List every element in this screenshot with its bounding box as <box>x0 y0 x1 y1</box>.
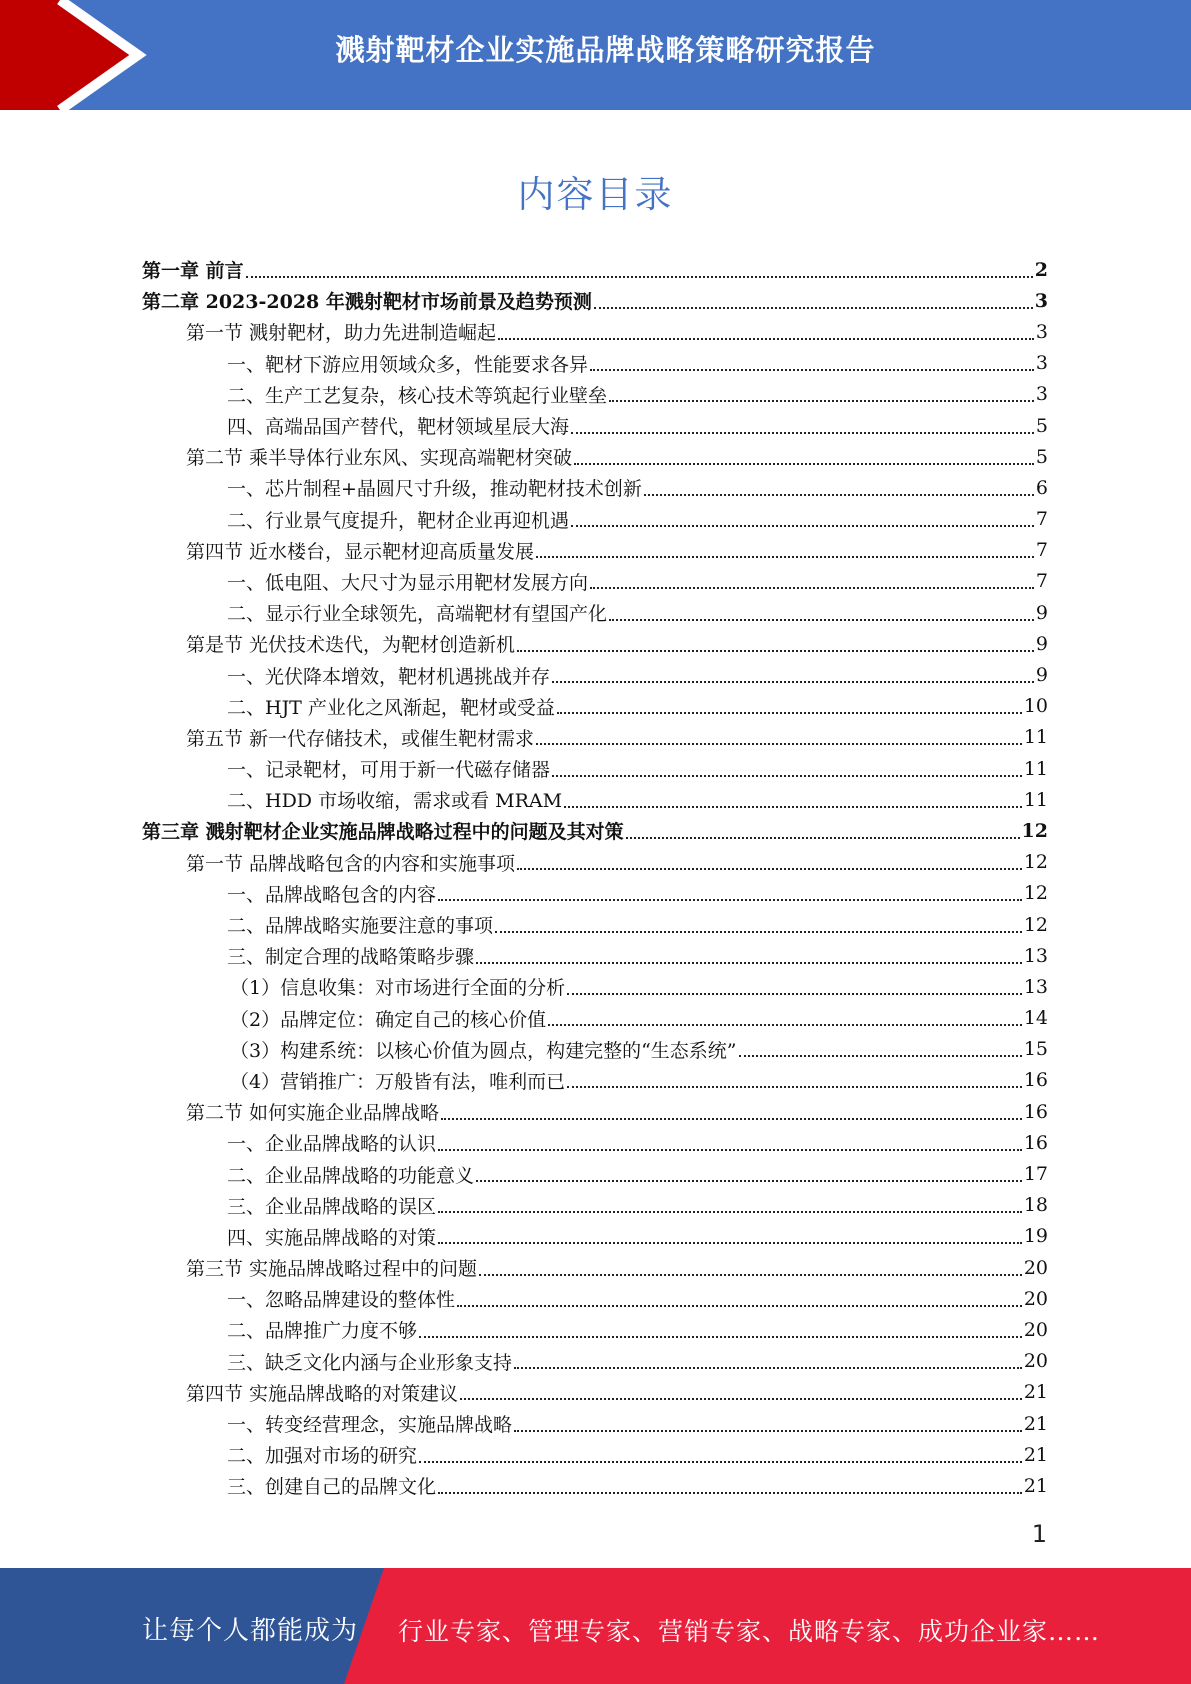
toc-entry-page: 3 <box>1035 383 1048 406</box>
dot-leader <box>438 899 1022 901</box>
toc-entry-title: 第一节 溅射靶材，助力先进制造崛起 <box>186 322 497 345</box>
toc-entry-page: 12 <box>1023 882 1048 905</box>
toc-entry[interactable] <box>142 1439 1048 1470</box>
toc-entry-title: 二、品牌战略实施要注意的事项 <box>227 915 494 938</box>
toc-entry[interactable] <box>142 1377 1048 1408</box>
toc-entry-title: 一、靶材下游应用领域众多，性能要求各异 <box>227 353 589 376</box>
dot-leader <box>548 1024 1022 1026</box>
toc-entry-page: 15 <box>1023 1038 1048 1061</box>
toc-entry[interactable] <box>142 1252 1048 1283</box>
toc-entry-page: 9 <box>1035 601 1048 624</box>
footer-banner <box>0 1568 1191 1684</box>
toc-entry[interactable] <box>142 1346 1048 1377</box>
toc-entry-title: 第四节 实施品牌战略的对策建议 <box>186 1382 459 1405</box>
toc-entry-title: 二、HJT 产业化之风渐起，靶材或受益 <box>227 696 555 719</box>
toc-entry-title: 第一章 前言 <box>142 260 244 283</box>
toc-entry-title: 三、创建自己的品牌文化 <box>227 1476 437 1499</box>
dot-leader <box>571 432 1034 434</box>
toc-entry-page: 13 <box>1023 975 1048 998</box>
toc-entry-page: 20 <box>1023 1350 1048 1373</box>
toc-entry-title: 第一节 品牌战略包含的内容和实施事项 <box>186 852 516 875</box>
toc-entry[interactable] <box>142 348 1048 379</box>
toc-entry-title: 二、显示行业全球领先，高端靶材有望国产化 <box>227 603 608 626</box>
dot-leader <box>517 868 1022 870</box>
toc-entry-page: 9 <box>1035 664 1048 687</box>
toc-entry-page: 11 <box>1023 757 1048 780</box>
toc-entry-page: 3 <box>1035 320 1048 343</box>
toc-entry[interactable] <box>142 504 1048 535</box>
toc-entry-page: 9 <box>1035 632 1048 655</box>
toc-entry[interactable] <box>142 566 1048 597</box>
dot-leader <box>460 1398 1022 1400</box>
toc-entry-title: 四、高端品国产替代，靶材领域星辰大海 <box>227 416 570 439</box>
toc-entry-page: 12 <box>1023 851 1048 874</box>
dot-leader <box>644 494 1034 496</box>
toc-entry-page: 18 <box>1023 1194 1048 1217</box>
toc-entry-title: （1）信息收集：对市场进行全面的分析 <box>230 977 566 1000</box>
toc-entry-page: 7 <box>1035 508 1048 531</box>
toc-entry-title: 一、品牌战略包含的内容 <box>227 883 437 906</box>
dot-leader <box>567 993 1022 995</box>
dot-leader <box>571 525 1034 527</box>
toc-entry-page: 5 <box>1035 445 1048 468</box>
toc-entry-page: 13 <box>1023 944 1048 967</box>
toc-entry[interactable] <box>142 1221 1048 1252</box>
toc-entry-page: 6 <box>1035 476 1048 499</box>
toc-entry[interactable] <box>142 691 1048 722</box>
toc-entry[interactable] <box>142 847 1048 878</box>
toc-entry-page: 3 <box>1035 352 1048 375</box>
page-number: 1 <box>1031 1520 1047 1548</box>
toc-entry[interactable] <box>142 1190 1048 1221</box>
toc-entry-page: 20 <box>1023 1256 1048 1279</box>
toc-entry[interactable] <box>142 940 1048 971</box>
toc-entry[interactable] <box>142 722 1048 753</box>
toc-entry-title: 四、实施品牌战略的对策 <box>227 1226 437 1249</box>
toc-entry[interactable] <box>142 410 1048 441</box>
toc-entry-title: 一、芯片制程+晶圆尺寸升级，推动靶材技术创新 <box>227 478 642 501</box>
toc-entry-page: 14 <box>1023 1007 1048 1030</box>
toc-entry[interactable] <box>142 909 1048 940</box>
dot-leader <box>552 681 1034 683</box>
toc-entry-page: 11 <box>1023 788 1048 811</box>
toc-entry-title: 第二节 如何实施企业品牌战略 <box>186 1102 440 1125</box>
toc-entry-title: 一、低电阻、大尺寸为显示用靶材发展方向 <box>227 571 589 594</box>
toc-entry-title: 第三章 溅射靶材企业实施品牌战略过程中的问题及其对策 <box>142 821 624 844</box>
dot-leader <box>476 1180 1022 1182</box>
toc-entry[interactable] <box>142 1158 1048 1189</box>
dot-leader <box>574 463 1034 465</box>
toc-entry-title: 一、光伏降本增效，靶材机遇挑战并存 <box>227 665 551 688</box>
toc-entry-page: 20 <box>1023 1318 1048 1341</box>
toc-entry-page: 21 <box>1023 1474 1048 1497</box>
footer-slogan-right: 行业专家、管理专家、营销专家、战略专家、成功企业家…… <box>398 1617 1101 1646</box>
toc-entry-title: 二、行业景气度提升，靶材企业再迎机遇 <box>227 509 570 532</box>
toc-entry[interactable] <box>142 971 1048 1002</box>
dot-leader <box>594 307 1033 309</box>
toc-entry[interactable] <box>142 1314 1048 1345</box>
toc-entry-title: 第五节 新一代存储技术，或催生靶材需求 <box>186 727 535 750</box>
dot-leader <box>609 400 1034 402</box>
toc-entry-page: 16 <box>1023 1131 1048 1154</box>
table-of-contents <box>142 254 1048 1502</box>
dot-leader <box>419 1461 1022 1463</box>
dot-leader <box>246 276 1033 278</box>
toc-entry[interactable] <box>142 316 1048 347</box>
dot-leader <box>495 931 1022 933</box>
toc-entry-title: 第是节 光伏技术迭代，为靶材创造新机 <box>186 634 516 657</box>
toc-entry-title: 一、忽略品牌建设的整体性 <box>227 1289 456 1312</box>
toc-entry-title: （3）构建系统：以核心价值为圆点，构建完整的“生态系统” <box>230 1039 737 1062</box>
toc-entry[interactable] <box>142 878 1048 909</box>
toc-entry-page: 19 <box>1023 1225 1048 1248</box>
toc-entry-title: 三、制定合理的战略策略步骤 <box>227 946 475 969</box>
toc-entry[interactable] <box>142 659 1048 690</box>
toc-entry-page: 2 <box>1034 258 1048 281</box>
dot-leader <box>498 338 1034 340</box>
toc-entry[interactable] <box>142 753 1048 784</box>
dot-leader <box>517 650 1034 652</box>
dot-leader <box>441 1118 1022 1120</box>
toc-entry-page: 7 <box>1035 570 1048 593</box>
toc-entry[interactable] <box>142 472 1048 503</box>
toc-entry-title: （4）营销推广：万般皆有法，唯利而已 <box>230 1070 566 1093</box>
dot-leader <box>438 1492 1022 1494</box>
toc-entry-page: 21 <box>1023 1381 1048 1404</box>
toc-entry[interactable] <box>142 815 1048 846</box>
toc-entry-page: 12 <box>1023 913 1048 936</box>
toc-entry[interactable] <box>142 1003 1048 1034</box>
dot-leader <box>609 619 1034 621</box>
dot-leader <box>536 556 1034 558</box>
toc-entry[interactable] <box>142 1034 1048 1065</box>
toc-entry-title: 二、加强对市场的研究 <box>227 1445 418 1468</box>
toc-entry-page: 21 <box>1023 1443 1048 1466</box>
toc-entry[interactable] <box>142 1408 1048 1439</box>
toc-entry-title: 二、生产工艺复杂，核心技术等筑起行业壁垒 <box>227 384 608 407</box>
dot-leader <box>536 743 1022 745</box>
toc-entry-title: 三、缺乏文化内涵与企业形象支持 <box>227 1351 513 1374</box>
toc-entry-title: 第二节 乘半导体行业东风、实现高端靶材突破 <box>186 447 573 470</box>
dot-leader <box>476 962 1022 964</box>
dot-leader <box>552 775 1022 777</box>
toc-entry-page: 21 <box>1023 1412 1048 1435</box>
toc-entry[interactable] <box>142 1283 1048 1314</box>
toc-entry-title: 一、企业品牌战略的认识 <box>227 1133 437 1156</box>
toc-entry[interactable] <box>142 441 1048 472</box>
dot-leader <box>438 1149 1022 1151</box>
toc-entry[interactable] <box>142 1127 1048 1158</box>
dot-leader <box>567 1086 1022 1088</box>
report-title: 溅射靶材企业实施品牌战略策略研究报告 <box>335 33 876 67</box>
toc-entry[interactable] <box>142 784 1048 815</box>
dot-leader <box>419 1336 1022 1338</box>
toc-entry[interactable] <box>142 285 1048 316</box>
dot-leader <box>590 587 1034 589</box>
toc-entry-title: （2）品牌定位：确定自己的核心价值 <box>230 1008 547 1031</box>
toc-entry-title: 二、HDD 市场收缩，需求或看 MRAM <box>227 790 563 813</box>
toc-entry[interactable] <box>142 379 1048 410</box>
toc-entry-title: 二、品牌推广力度不够 <box>227 1320 418 1343</box>
toc-entry-page: 7 <box>1035 539 1048 562</box>
toc-entry-title: 第四节 近水楼台，显示靶材迎高质量发展 <box>186 540 535 563</box>
toc-entry-title: 三、企业品牌战略的误区 <box>227 1195 437 1218</box>
dot-leader <box>557 712 1022 714</box>
toc-entry-title: 一、记录靶材，可用于新一代磁存储器 <box>227 759 551 782</box>
toc-entry-page: 5 <box>1035 414 1048 437</box>
toc-entry-page: 10 <box>1023 695 1048 718</box>
toc-entry[interactable] <box>142 1470 1048 1501</box>
header-banner <box>0 0 1191 110</box>
dot-leader <box>626 837 1020 839</box>
toc-entry-page: 16 <box>1023 1069 1048 1092</box>
toc-entry-page: 16 <box>1023 1100 1048 1123</box>
toc-entry-page: 12 <box>1021 819 1048 842</box>
footer-slogan-left: 让每个人都能成为 <box>142 1616 359 1646</box>
toc-entry-title: 一、转变经营理念，实施品牌战略 <box>227 1414 513 1437</box>
dot-leader <box>590 369 1034 371</box>
toc-heading: 内容目录 <box>517 173 674 216</box>
toc-entry-page: 3 <box>1034 289 1048 312</box>
toc-entry-title: 二、企业品牌战略的功能意义 <box>227 1164 475 1187</box>
dot-leader <box>514 1367 1022 1369</box>
dot-leader <box>564 806 1022 808</box>
dot-leader <box>739 1055 1022 1057</box>
dot-leader <box>514 1430 1022 1432</box>
toc-entry[interactable] <box>142 597 1048 628</box>
toc-entry-title: 第三节 实施品牌战略过程中的问题 <box>186 1258 478 1281</box>
toc-entry[interactable] <box>142 1096 1048 1127</box>
toc-entry[interactable] <box>142 535 1048 566</box>
toc-entry[interactable] <box>142 254 1048 285</box>
dot-leader <box>479 1274 1022 1276</box>
dot-leader <box>438 1242 1022 1244</box>
toc-entry-page: 20 <box>1023 1287 1048 1310</box>
dot-leader <box>438 1211 1022 1213</box>
dot-leader <box>457 1305 1022 1307</box>
toc-entry-page: 11 <box>1023 726 1048 749</box>
toc-entry[interactable] <box>142 1065 1048 1096</box>
toc-entry[interactable] <box>142 628 1048 659</box>
toc-entry-title: 第二章 2023-2028 年溅射靶材市场前景及趋势预测 <box>142 291 592 314</box>
toc-entry-page: 17 <box>1023 1163 1048 1186</box>
